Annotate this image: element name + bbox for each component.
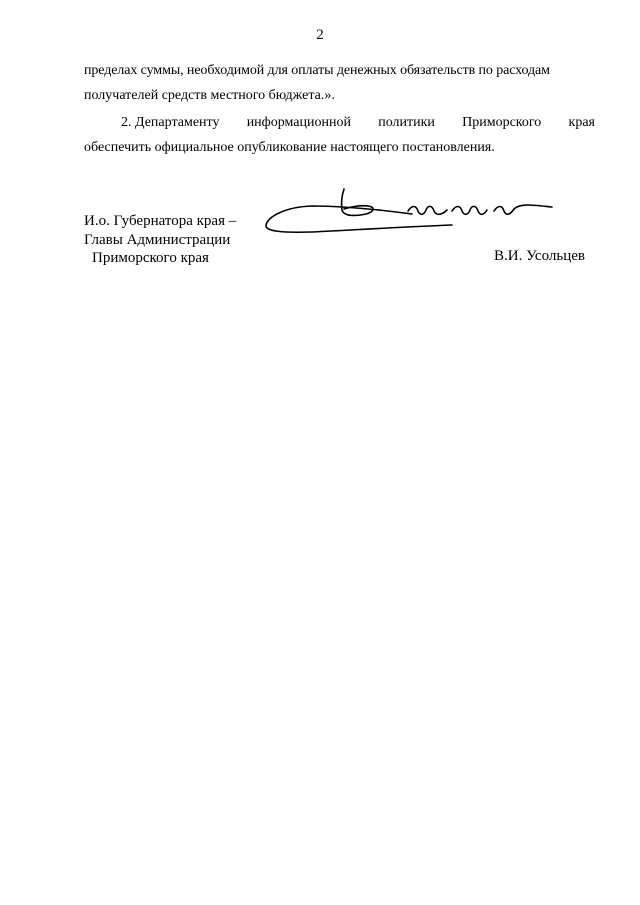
page-number: 2 <box>316 27 324 43</box>
paragraph-1 <box>84 58 595 108</box>
signatory-title-line-1: И.о. Губернатора края – <box>84 213 237 229</box>
paragraph-2-word: 2. Департаменту <box>121 115 220 130</box>
paragraph-2-word: Приморского <box>462 115 542 130</box>
signatory-title-line-2: Главы Администрации <box>84 231 231 248</box>
paragraph-2-line-1 <box>84 110 595 135</box>
signatory-title <box>84 212 236 268</box>
paragraph-1-line-1: пределах суммы, необходимой для оплаты денежных обязательств по расходам <box>84 63 550 78</box>
paragraph-2-word: политики <box>378 115 435 130</box>
paragraph-2-word: информационной <box>246 115 351 130</box>
paragraph-2-word: края <box>568 115 595 130</box>
handwritten-signature <box>262 183 562 243</box>
signatory-name: В.И. Усольцев <box>494 248 585 264</box>
paragraph-1-line-2: получателей средств местного бюджета.». <box>84 88 335 103</box>
signatory-title-line-3: Приморского края <box>92 250 209 266</box>
paragraph-2 <box>84 110 595 160</box>
paragraph-2-line-2: обеспечить официальное опубликование настоящего постановления. <box>84 140 495 155</box>
